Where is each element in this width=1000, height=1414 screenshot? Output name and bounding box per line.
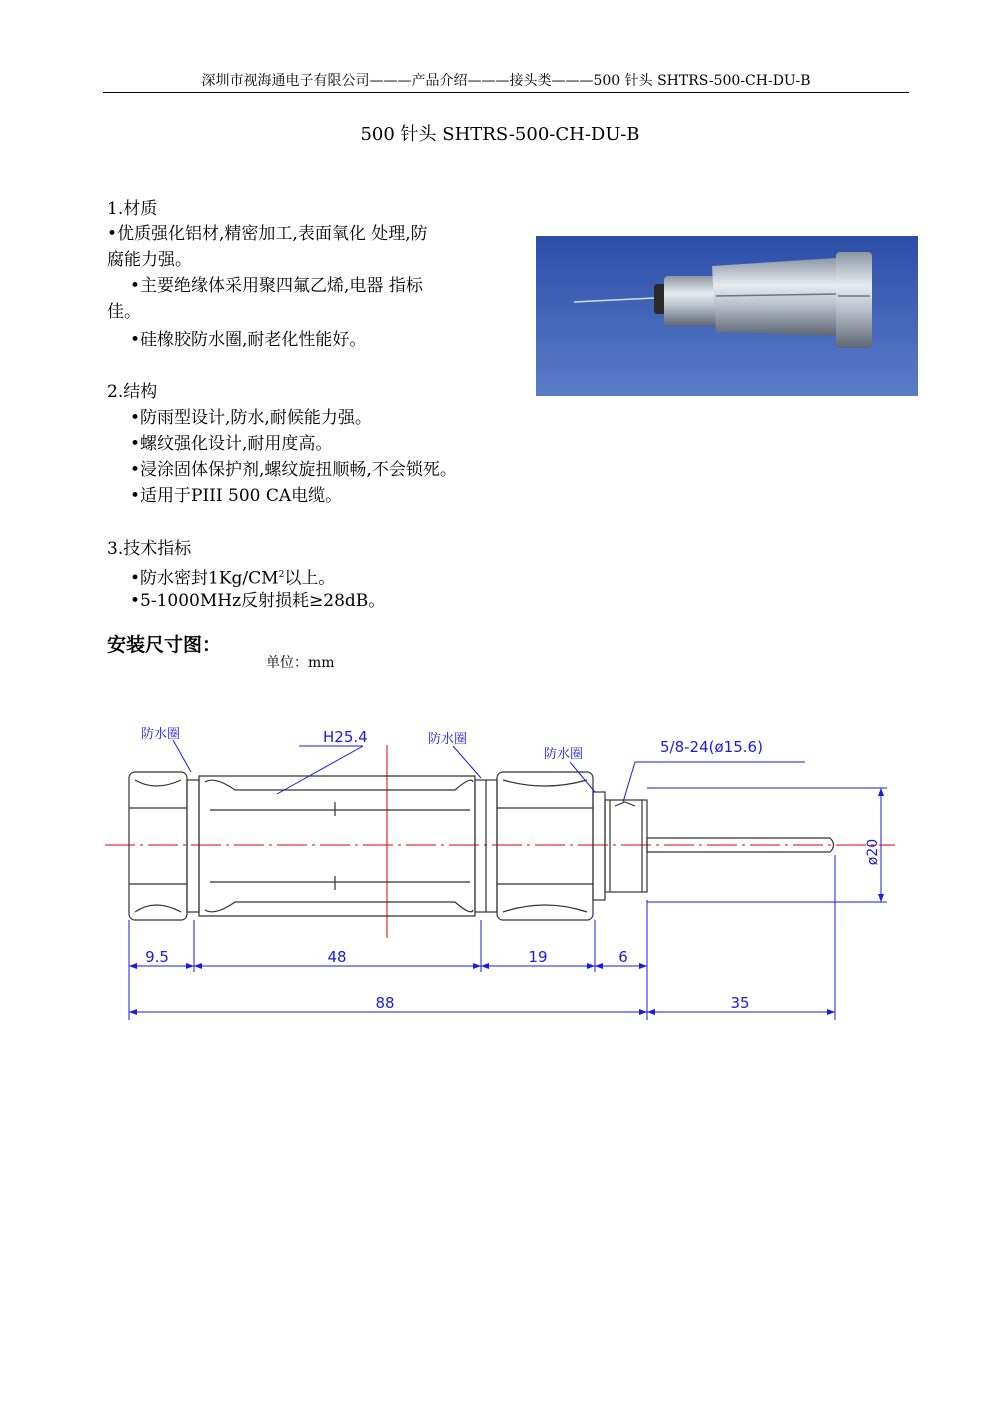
spec-item-2: •5-1000MHz反射损耗≥28dB。	[130, 591, 386, 611]
page-header: 深圳市视海通电子有限公司———产品介绍———接头类———500 针头 SHTRS-500-CH-DU-B	[103, 70, 909, 93]
dim-48: 48	[327, 948, 347, 966]
hex-size-label: H25.4	[323, 728, 368, 746]
section-heading-material: 1.材质	[107, 199, 158, 219]
structure-item-1: •防雨型设计,防水,耐候能力强。	[130, 408, 372, 428]
drawing-heading: 安装尺寸图：	[107, 634, 222, 656]
page-title: 500 针头 SHTRS-500-CH-DU-B	[360, 124, 640, 145]
material-item-1-line-2: 腐能力强。	[107, 250, 192, 270]
seal-label-left: 防水圈	[141, 727, 181, 742]
material-item-1	[107, 221, 527, 273]
material-item-2-line-2: 佳。	[107, 302, 141, 322]
material-item-3: •硅橡胶防水圈,耐老化性能好。	[130, 330, 367, 350]
dim-35: 35	[730, 994, 750, 1012]
structure-item-2: •螺纹强化设计,耐用度高。	[130, 434, 333, 454]
drawing-unit: 单位：mm	[266, 655, 335, 671]
material-item-2-line-1: •主要绝缘体采用聚四氟乙烯,电器 指标	[130, 276, 423, 296]
dim-6: 6	[618, 948, 628, 966]
product-photo	[536, 236, 918, 396]
installation-drawing	[95, 710, 915, 1030]
seal-label-middle: 防水圈	[428, 732, 468, 747]
dim-9-5: 9.5	[145, 948, 169, 966]
section-heading-specs: 3.技术指标	[107, 539, 192, 559]
dim-88: 88	[375, 994, 395, 1012]
structure-item-4: •适用于PIII 500 CA电缆。	[130, 486, 343, 506]
material-item-1-line-1: •优质强化铝材,精密加工,表面氧化 处理,防	[107, 224, 428, 244]
diameter-label: ø20	[865, 838, 881, 866]
structure-item-3: •浸涂固体保护剂,螺纹旋扭顺畅,不会锁死。	[130, 460, 457, 480]
section-heading-structure: 2.结构	[107, 382, 158, 402]
seal-label-right: 防水圈	[544, 747, 584, 762]
thread-label: 5/8-24(ø15.6)	[660, 738, 763, 756]
dim-19: 19	[528, 948, 548, 966]
spec-item-1: •防水密封$1Kg/CM^2$以上。	[130, 568, 336, 589]
